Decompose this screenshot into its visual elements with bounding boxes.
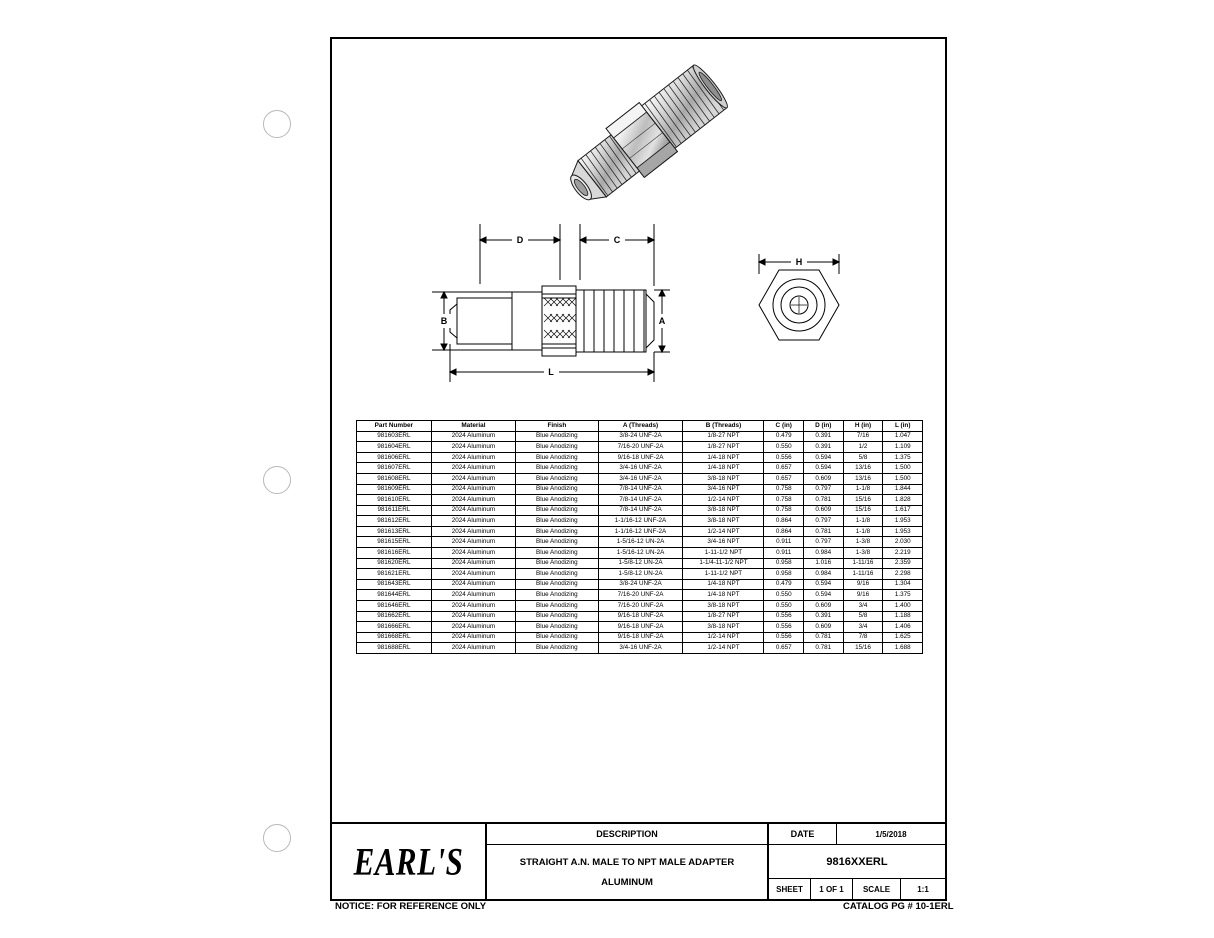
table-cell: 1.844 xyxy=(883,484,923,495)
table-cell: 0.550 xyxy=(764,600,804,611)
table-cell: 5/8 xyxy=(843,611,883,622)
table-cell: 0.984 xyxy=(804,569,844,580)
table-cell: 0.594 xyxy=(804,579,844,590)
table-cell: 981620ERL xyxy=(357,558,432,569)
table-cell: 0.391 xyxy=(804,431,844,442)
table-cell: 1-5/8-12 UN-2A xyxy=(598,558,683,569)
table-cell: 1/2 xyxy=(843,442,883,453)
col-l-in: L (in) xyxy=(883,421,923,432)
table-cell: 0.391 xyxy=(804,442,844,453)
table-cell: 1.406 xyxy=(883,622,923,633)
sheet-scale-row xyxy=(769,879,945,899)
table-cell: 3/4 xyxy=(843,600,883,611)
table-cell: 9/16-18 UNF-2A xyxy=(598,611,683,622)
table-cell: Blue Anodizing xyxy=(516,442,598,453)
dim-label-C: C xyxy=(613,235,621,245)
table-cell: 13/16 xyxy=(843,463,883,474)
table-cell: 0.594 xyxy=(804,590,844,601)
table-cell: 1-1/8 xyxy=(843,526,883,537)
table-cell: 3/4-16 UNF-2A xyxy=(598,643,683,654)
table-cell: 2024 Aluminum xyxy=(431,537,515,548)
table-cell: 1-5/16-12 UN-2A xyxy=(598,548,683,559)
brand-logo xyxy=(332,824,487,899)
table-cell: 1/2-14 NPT xyxy=(683,495,764,506)
table-cell: 7/16-20 UNF-2A xyxy=(598,442,683,453)
table-cell: 1.375 xyxy=(883,452,923,463)
dim-label-L: L xyxy=(548,367,554,377)
table-row xyxy=(357,484,923,495)
table-cell: 1-11/16 xyxy=(843,569,883,580)
scale-value: 1:1 xyxy=(917,884,929,894)
table-cell: Blue Anodizing xyxy=(516,431,598,442)
table-row xyxy=(357,495,923,506)
table-cell: 0.609 xyxy=(804,600,844,611)
table-cell: 0.479 xyxy=(764,431,804,442)
col-h-in: H (in) xyxy=(843,421,883,432)
table-cell: 1/2-14 NPT xyxy=(683,632,764,643)
table-cell: 981610ERL xyxy=(357,495,432,506)
table-cell: 2024 Aluminum xyxy=(431,484,515,495)
table-cell: 2024 Aluminum xyxy=(431,463,515,474)
table-row xyxy=(357,452,923,463)
table-cell: 1.617 xyxy=(883,505,923,516)
table-cell: Blue Anodizing xyxy=(516,569,598,580)
table-cell: 2024 Aluminum xyxy=(431,600,515,611)
table-cell: 1-11-1/2 NPT xyxy=(683,548,764,559)
spec-table xyxy=(356,420,923,654)
table-cell: 3/8-18 NPT xyxy=(683,622,764,633)
table-cell: 1/2-14 NPT xyxy=(683,643,764,654)
table-cell: 2024 Aluminum xyxy=(431,474,515,485)
description-body xyxy=(487,845,767,899)
punch-hole-middle xyxy=(263,466,291,494)
table-cell: 1/8-27 NPT xyxy=(683,431,764,442)
table-cell: 0.609 xyxy=(804,622,844,633)
col-a-threads: A (Threads) xyxy=(598,421,683,432)
table-row xyxy=(357,431,923,442)
table-cell: Blue Anodizing xyxy=(516,516,598,527)
table-cell: 0.609 xyxy=(804,474,844,485)
table-row xyxy=(357,622,923,633)
table-cell: 0.864 xyxy=(764,516,804,527)
table-cell: 7/16 xyxy=(843,431,883,442)
table-cell: 981643ERL xyxy=(357,579,432,590)
table-cell: 1.109 xyxy=(883,442,923,453)
table-row xyxy=(357,600,923,611)
table-cell: Blue Anodizing xyxy=(516,463,598,474)
col-part-number: Part Number xyxy=(357,421,432,432)
table-row xyxy=(357,632,923,643)
table-cell: 1.016 xyxy=(804,558,844,569)
table-row xyxy=(357,569,923,580)
table-cell: 7/8-14 UNF-2A xyxy=(598,495,683,506)
table-cell: 1-1/16-12 UNF-2A xyxy=(598,516,683,527)
table-cell: 981668ERL xyxy=(357,632,432,643)
table-cell: 2024 Aluminum xyxy=(431,569,515,580)
table-cell: Blue Anodizing xyxy=(516,579,598,590)
table-cell: 0.594 xyxy=(804,463,844,474)
table-cell: 9/16-18 UNF-2A xyxy=(598,632,683,643)
table-cell: 1-3/8 xyxy=(843,537,883,548)
table-cell: 1.500 xyxy=(883,474,923,485)
table-cell: 0.781 xyxy=(804,643,844,654)
table-cell: 2024 Aluminum xyxy=(431,611,515,622)
table-cell: 1/4-18 NPT xyxy=(683,452,764,463)
table-cell: Blue Anodizing xyxy=(516,558,598,569)
dim-label-H: H xyxy=(795,257,803,267)
table-row xyxy=(357,558,923,569)
table-cell: 5/8 xyxy=(843,452,883,463)
table-cell: 1.500 xyxy=(883,463,923,474)
brand-logo-text: EARL'S xyxy=(353,839,464,883)
table-cell: 9/16 xyxy=(843,590,883,601)
table-cell: 1/4-18 NPT xyxy=(683,463,764,474)
col-c-in: C (in) xyxy=(764,421,804,432)
description-cell xyxy=(487,824,769,899)
table-cell: 1.400 xyxy=(883,600,923,611)
table-cell: 15/16 xyxy=(843,495,883,506)
table-row xyxy=(357,579,923,590)
table-cell: Blue Anodizing xyxy=(516,590,598,601)
table-cell: 0.594 xyxy=(804,452,844,463)
date-value: 1/5/2018 xyxy=(875,829,907,839)
table-row xyxy=(357,516,923,527)
table-cell: 3/4 xyxy=(843,622,883,633)
table-cell: 0.556 xyxy=(764,611,804,622)
table-cell: 9/16 xyxy=(843,579,883,590)
table-cell: 0.911 xyxy=(764,537,804,548)
table-cell: 1/8-27 NPT xyxy=(683,442,764,453)
table-cell: 0.556 xyxy=(764,622,804,633)
table-cell: 2.298 xyxy=(883,569,923,580)
table-cell: 2024 Aluminum xyxy=(431,516,515,527)
table-cell: 2024 Aluminum xyxy=(431,495,515,506)
sheet-label: SHEET xyxy=(769,879,811,899)
table-cell: 1-11/16 xyxy=(843,558,883,569)
table-cell: 0.864 xyxy=(764,526,804,537)
table-cell: 0.781 xyxy=(804,495,844,506)
table-cell: 981688ERL xyxy=(357,643,432,654)
table-row xyxy=(357,611,923,622)
table-cell: 0.556 xyxy=(764,632,804,643)
dim-label-B: B xyxy=(440,316,448,326)
table-cell: Blue Anodizing xyxy=(516,474,598,485)
table-cell: 1.375 xyxy=(883,590,923,601)
table-cell: 2024 Aluminum xyxy=(431,431,515,442)
col-d-in: D (in) xyxy=(804,421,844,432)
table-cell: 3/8-18 NPT xyxy=(683,474,764,485)
table-cell: 981616ERL xyxy=(357,548,432,559)
table-cell: 0.758 xyxy=(764,505,804,516)
table-cell: 0.958 xyxy=(764,558,804,569)
title-block xyxy=(332,822,945,899)
table-cell: 3/4-16 NPT xyxy=(683,537,764,548)
table-cell: 0.781 xyxy=(804,632,844,643)
drawing-frame xyxy=(330,37,947,901)
table-cell: 0.657 xyxy=(764,474,804,485)
table-cell: 981646ERL xyxy=(357,600,432,611)
table-cell: 1.625 xyxy=(883,632,923,643)
table-cell: 7/16-20 UNF-2A xyxy=(598,600,683,611)
table-cell: 7/16-20 UNF-2A xyxy=(598,590,683,601)
table-row xyxy=(357,474,923,485)
table-header-row xyxy=(357,421,923,432)
table-cell: 3/8-24 UNF-2A xyxy=(598,431,683,442)
table-cell: 9/16-18 UNF-2A xyxy=(598,622,683,633)
table-row xyxy=(357,526,923,537)
isometric-fitting-illustration xyxy=(532,47,772,217)
table-cell: Blue Anodizing xyxy=(516,537,598,548)
table-cell: 981604ERL xyxy=(357,442,432,453)
table-cell: 981609ERL xyxy=(357,484,432,495)
table-cell: 0.781 xyxy=(804,526,844,537)
table-cell: 1.953 xyxy=(883,516,923,527)
table-cell: 0.797 xyxy=(804,516,844,527)
table-cell: 1/4-18 NPT xyxy=(683,590,764,601)
date-row xyxy=(769,824,945,845)
table-cell: Blue Anodizing xyxy=(516,526,598,537)
table-cell: 1-1/8 xyxy=(843,484,883,495)
table-cell: 3/4-16 NPT xyxy=(683,484,764,495)
meta-cell xyxy=(769,824,945,899)
table-cell: 981606ERL xyxy=(357,452,432,463)
table-row xyxy=(357,505,923,516)
table-cell: 981615ERL xyxy=(357,537,432,548)
dim-label-D: D xyxy=(516,235,524,245)
table-row xyxy=(357,590,923,601)
notice-text: NOTICE: FOR REFERENCE ONLY xyxy=(335,901,487,912)
table-cell: 1-5/16-12 UN-2A xyxy=(598,537,683,548)
catalog-page-text: CATALOG PG # 10-1ERL xyxy=(843,901,954,912)
table-cell: 1.953 xyxy=(883,526,923,537)
drawing-part-number: 9816XXERL xyxy=(769,845,945,879)
table-cell: 15/16 xyxy=(843,643,883,654)
table-cell: 13/16 xyxy=(843,474,883,485)
table-cell: 0.984 xyxy=(804,548,844,559)
table-cell: 0.758 xyxy=(764,495,804,506)
table-cell: 981607ERL xyxy=(357,463,432,474)
table-row xyxy=(357,442,923,453)
table-cell: 0.797 xyxy=(804,484,844,495)
table-cell: 2.030 xyxy=(883,537,923,548)
table-cell: 981613ERL xyxy=(357,526,432,537)
table-cell: Blue Anodizing xyxy=(516,484,598,495)
table-cell: 1.304 xyxy=(883,579,923,590)
table-cell: 7/8-14 UNF-2A xyxy=(598,484,683,495)
table-cell: Blue Anodizing xyxy=(516,600,598,611)
table-cell: 981666ERL xyxy=(357,622,432,633)
table-cell: 0.479 xyxy=(764,579,804,590)
table-cell: 15/16 xyxy=(843,505,883,516)
table-cell: Blue Anodizing xyxy=(516,611,598,622)
table-cell: 3/8-24 UNF-2A xyxy=(598,579,683,590)
table-cell: 0.958 xyxy=(764,569,804,580)
table-cell: 1-5/8-12 UN-2A xyxy=(598,569,683,580)
date-label: DATE xyxy=(769,824,837,844)
table-cell: 2024 Aluminum xyxy=(431,548,515,559)
table-cell: 2024 Aluminum xyxy=(431,643,515,654)
table-cell: Blue Anodizing xyxy=(516,632,598,643)
table-cell: 2.219 xyxy=(883,548,923,559)
table-cell: 1/8-27 NPT xyxy=(683,611,764,622)
table-cell: 1/4-18 NPT xyxy=(683,579,764,590)
sheet-value: 1 OF 1 xyxy=(811,879,853,899)
col-material: Material xyxy=(431,421,515,432)
table-cell: 1.047 xyxy=(883,431,923,442)
table-cell: 0.609 xyxy=(804,505,844,516)
table-cell: 1-1/8 xyxy=(843,516,883,527)
punch-hole-top xyxy=(263,110,291,138)
table-cell: 2.359 xyxy=(883,558,923,569)
description-header: DESCRIPTION xyxy=(487,824,767,845)
table-cell: 3/8-18 NPT xyxy=(683,505,764,516)
table-cell: 7/8-14 UNF-2A xyxy=(598,505,683,516)
table-cell: 7/8 xyxy=(843,632,883,643)
table-cell: 2024 Aluminum xyxy=(431,622,515,633)
table-cell: 981644ERL xyxy=(357,590,432,601)
table-cell: Blue Anodizing xyxy=(516,643,598,654)
table-cell: 2024 Aluminum xyxy=(431,558,515,569)
table-cell: 981612ERL xyxy=(357,516,432,527)
table-cell: 0.391 xyxy=(804,611,844,622)
table-cell: 0.556 xyxy=(764,452,804,463)
col-finish: Finish xyxy=(516,421,598,432)
table-cell: 3/4-16 UNF-2A xyxy=(598,474,683,485)
table-cell: 1.688 xyxy=(883,643,923,654)
table-cell: 3/4-16 UNF-2A xyxy=(598,463,683,474)
table-row xyxy=(357,548,923,559)
table-cell: 1.188 xyxy=(883,611,923,622)
table-cell: Blue Anodizing xyxy=(516,452,598,463)
description-line-2: ALUMINUM xyxy=(601,876,653,888)
table-cell: 0.550 xyxy=(764,442,804,453)
table-cell: 0.758 xyxy=(764,484,804,495)
table-cell: 3/8-18 NPT xyxy=(683,600,764,611)
table-cell: 981621ERL xyxy=(357,569,432,580)
table-cell: Blue Anodizing xyxy=(516,622,598,633)
table-cell: 1.828 xyxy=(883,495,923,506)
specifications-table xyxy=(356,420,923,654)
dim-label-A: A xyxy=(658,316,666,326)
table-cell: 2024 Aluminum xyxy=(431,579,515,590)
table-cell: Blue Anodizing xyxy=(516,548,598,559)
table-cell: 2024 Aluminum xyxy=(431,452,515,463)
table-cell: 0.657 xyxy=(764,643,804,654)
table-cell: 1-1/4-11-1/2 NPT xyxy=(683,558,764,569)
table-cell: 981611ERL xyxy=(357,505,432,516)
dimensioned-side-and-end-views xyxy=(332,214,945,414)
table-cell: 1/2-14 NPT xyxy=(683,526,764,537)
table-row xyxy=(357,463,923,474)
table-cell: 0.911 xyxy=(764,548,804,559)
table-cell: 0.657 xyxy=(764,463,804,474)
punch-hole-bottom xyxy=(263,824,291,852)
col-b-threads: B (Threads) xyxy=(683,421,764,432)
table-cell: 981603ERL xyxy=(357,431,432,442)
table-cell: 0.550 xyxy=(764,590,804,601)
table-cell: 2024 Aluminum xyxy=(431,590,515,601)
scale-label: SCALE xyxy=(853,879,901,899)
description-line-1: STRAIGHT A.N. MALE TO NPT MALE ADAPTER xyxy=(519,856,735,868)
table-cell: 1-11-1/2 NPT xyxy=(683,569,764,580)
table-cell: 1-3/8 xyxy=(843,548,883,559)
table-cell: Blue Anodizing xyxy=(516,495,598,506)
table-cell: 981608ERL xyxy=(357,474,432,485)
table-cell: 2024 Aluminum xyxy=(431,526,515,537)
table-cell: 9/16-18 UNF-2A xyxy=(598,452,683,463)
table-cell: 2024 Aluminum xyxy=(431,632,515,643)
table-cell: 2024 Aluminum xyxy=(431,505,515,516)
table-row xyxy=(357,643,923,654)
table-cell: 2024 Aluminum xyxy=(431,442,515,453)
table-cell: 0.797 xyxy=(804,537,844,548)
table-row xyxy=(357,537,923,548)
table-cell: 1-1/16-12 UNF-2A xyxy=(598,526,683,537)
table-cell: 3/8-18 NPT xyxy=(683,516,764,527)
table-cell: Blue Anodizing xyxy=(516,505,598,516)
table-cell: 981662ERL xyxy=(357,611,432,622)
